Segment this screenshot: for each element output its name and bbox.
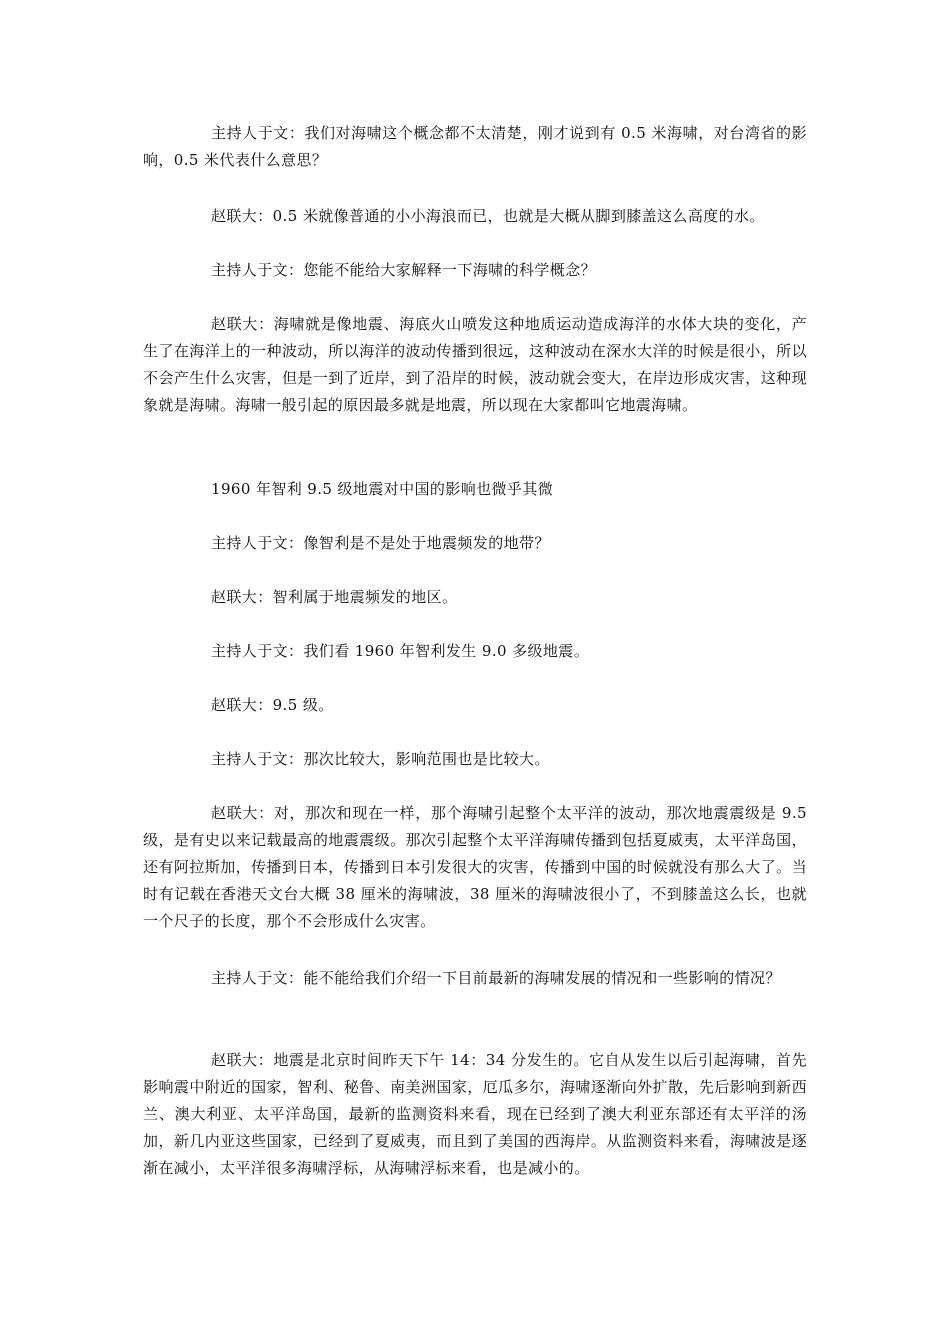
paragraph-answer-chile-zone: 赵联大：智利属于地震频发的地区。: [211, 588, 458, 606]
paragraph-host-question-concept: 主持人于文：您能不能给大家解释一下海啸的科学概念？: [211, 261, 597, 279]
paragraph-answer-latest: 赵联大：地震是北京时间昨天下午 14：34 分发生的。它自从发生以后引起海啸，首先影响震中附近的国家，智利、秘鲁、南美洲国家，厄瓜多尔，海啸逐渐向外扩散，先后影响到新西兰、澳大利亚、太平洋岛国，最新的监测资料来看，现在已经到了澳大利亚东部还有太平洋的汤加，新几内亚这些国家，已经到了夏威夷，而且到了美国的西海岸。从监测资料来看，海啸波是逐渐在减小，太平洋很多海啸浮标，从海啸浮标来看，也是减小的。: [143, 1051, 807, 1177]
paragraph-host-1960-quake: 主持人于文：我们看 1960 年智利发生 9.0 多级地震。: [211, 642, 590, 660]
paragraph-host-impact-range: 主持人于文：那次比较大，影响范围也是比较大。: [211, 750, 550, 768]
paragraph-answer-half-meter: 赵联大：0.5 米就像普通的小小海浪而已，也就是大概从脚到膝盖这么高度的水。: [211, 207, 765, 225]
paragraph-answer-1960-tsunami: 赵联大：对，那次和现在一样，那个海啸引起整个太平洋的波动，那次地震震级是 9.5 级，是有史以来记载最高的地震震级。那次引起整个太平洋海啸传播到包括夏威夷，太平洋岛国，还有阿拉斯加，传播到日本，传播到日本引发很大的灾害，传播到中国的时候就没有那么大了。当时有记载在香港天文台大概 38 厘米的海啸波，38 厘米的海啸波很小了，不到膝盖这么长，也就一个尺子的长度，那个不会形成什么灾害。: [143, 804, 807, 930]
section-heading-1960-chile: 1960 年智利 9.5 级地震对中国的影响也微乎其微: [211, 480, 554, 498]
paragraph-host-question-half-meter: 主持人于文：我们对海啸这个概念都不太清楚，刚才说到有 0.5 米海啸，对台湾省的影响，0.5 米代表什么意思？: [143, 124, 807, 169]
paragraph-host-question-chile-zone: 主持人于文：像智利是不是处于地震频发的地带？: [211, 534, 550, 552]
paragraph-answer-concept: 赵联大：海啸就是像地震、海底火山喷发这种地质运动造成海洋的水体大块的变化，产生了在海洋上的一种波动，所以海洋的波动传播到很远，这种波动在深水大洋的时候是很小，所以不会产生什么灾害，但是一到了近岸，到了沿岸的时候，波动就会变大，在岸边形成灾害，这种现象就是海啸。海啸一般引起的原因最多就是地震，所以现在大家都叫它地震海啸。: [143, 315, 807, 414]
paragraph-host-question-latest: 主持人于文：能不能给我们介绍一下目前最新的海啸发展的情况和一些影响的情况？: [211, 969, 781, 987]
paragraph-answer-magnitude: 赵联大：9.5 级。: [211, 696, 334, 714]
